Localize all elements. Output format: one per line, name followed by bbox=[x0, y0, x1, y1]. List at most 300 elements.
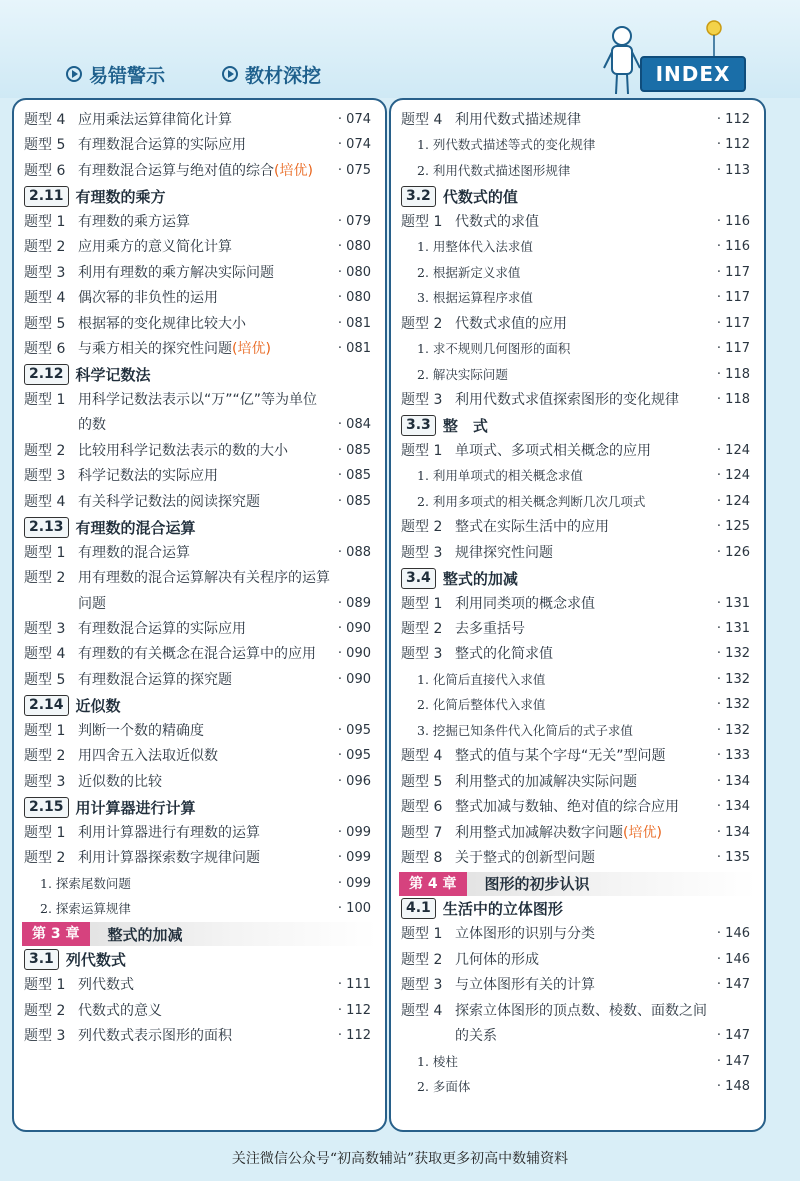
item-type-label: 题型 1 bbox=[24, 391, 66, 408]
item-type-label: 题型 3 bbox=[24, 621, 66, 637]
page-number: · 118 bbox=[716, 391, 750, 407]
item-title bbox=[78, 286, 218, 310]
toc-item[interactable] bbox=[14, 464, 385, 488]
item-title-text: 应用乘方的意义简化计算 bbox=[78, 239, 232, 256]
item-title-text: 有理数混合运算的实际应用 bbox=[78, 137, 246, 154]
section-title: 有理数的混合运算 bbox=[75, 518, 196, 537]
toc-item[interactable] bbox=[14, 719, 385, 743]
section-title: 列代数式 bbox=[65, 951, 126, 970]
page-number: · 124 bbox=[716, 442, 750, 458]
toc-item[interactable] bbox=[391, 795, 764, 819]
toc-subitem[interactable] bbox=[391, 235, 764, 259]
toc-item[interactable] bbox=[391, 515, 764, 539]
page-number: · 112 bbox=[716, 112, 750, 127]
item-title-text: 有理数混合运算与绝对值的综合 bbox=[78, 162, 274, 179]
toc-item[interactable] bbox=[391, 821, 764, 845]
item-title bbox=[78, 261, 274, 285]
item-title-text: 应用乘法运算律简化计算 bbox=[78, 112, 232, 128]
toc-item[interactable] bbox=[14, 133, 385, 157]
item-title-text: 1. 探索尾数问题 bbox=[40, 875, 131, 891]
page-number: · 080 bbox=[337, 264, 371, 280]
toc-item[interactable] bbox=[14, 541, 385, 565]
page-number: · 117 bbox=[716, 264, 750, 280]
item-title bbox=[417, 668, 545, 692]
advanced-tag: (培优) bbox=[274, 162, 313, 179]
toc-item[interactable] bbox=[14, 439, 385, 463]
item-title-text: 有理数的乘方运算 bbox=[78, 213, 190, 230]
page-number: · 099 bbox=[337, 875, 371, 891]
section-heading[interactable] bbox=[401, 897, 563, 921]
section-heading[interactable] bbox=[24, 515, 196, 539]
toc-item[interactable] bbox=[391, 210, 764, 234]
item-title bbox=[455, 948, 539, 972]
toc-subitem[interactable] bbox=[391, 668, 764, 692]
item-type-label: 题型 1 bbox=[24, 722, 66, 739]
item-title-text: 1. 求不规则几何图形的面积 bbox=[417, 341, 571, 357]
toc-item[interactable] bbox=[14, 1024, 385, 1048]
item-title-text: 与立体图形有关的计算 bbox=[455, 977, 595, 994]
item-type-label: 题型 2 bbox=[401, 315, 443, 332]
item-title-text: 代数式的意义 bbox=[78, 1002, 162, 1019]
toc-item[interactable] bbox=[391, 617, 764, 641]
item-title-text: 有理数的有关概念在混合运算中的应用 bbox=[78, 646, 316, 663]
page-number: · 131 bbox=[716, 595, 750, 611]
section-number: 2.15 bbox=[24, 797, 69, 818]
item-title-text: 1. 化简后直接代入求值 bbox=[417, 671, 546, 687]
item-type-label: 题型 3 bbox=[401, 977, 443, 994]
section-heading[interactable] bbox=[401, 413, 488, 437]
page-number: · 084 bbox=[337, 417, 371, 433]
page-number: · 081 bbox=[337, 341, 371, 357]
page-number: · 118 bbox=[716, 366, 750, 382]
toc-item[interactable] bbox=[391, 592, 764, 616]
item-title-text: 利用整式加减解决数字问题 bbox=[455, 824, 623, 841]
item-title bbox=[78, 312, 246, 336]
page-number: · 134 bbox=[716, 799, 750, 815]
toc-item[interactable] bbox=[391, 312, 764, 336]
toc-item[interactable] bbox=[14, 388, 385, 412]
page-number: · 099 bbox=[337, 850, 371, 866]
toc-item[interactable] bbox=[14, 999, 385, 1023]
item-type-label: 题型 5 bbox=[24, 315, 66, 332]
toc-left-column bbox=[12, 98, 387, 1132]
item-type-label: 题型 8 bbox=[401, 850, 443, 867]
item-title bbox=[455, 999, 707, 1023]
chapter-number: 第 4 章 bbox=[399, 872, 467, 896]
item-title bbox=[417, 337, 570, 361]
item-title-text: 问题 bbox=[78, 595, 106, 612]
item-type-label: 题型 2 bbox=[401, 951, 443, 968]
item-title bbox=[417, 490, 645, 514]
page-number: · 126 bbox=[716, 544, 750, 560]
item-type-label: 题型 3 bbox=[24, 264, 66, 281]
page-number: · 088 bbox=[337, 544, 371, 560]
chapter-heading[interactable] bbox=[22, 922, 377, 946]
tab-common-errors[interactable] bbox=[66, 60, 165, 88]
item-title bbox=[455, 744, 666, 768]
page-number: · 135 bbox=[716, 850, 750, 866]
item-type-label: 题型 1 bbox=[24, 544, 66, 561]
tab-common-errors-label: 易错警示 bbox=[89, 64, 166, 87]
section-number: 2.14 bbox=[24, 695, 69, 716]
item-type-label: 题型 6 bbox=[24, 162, 66, 179]
item-title bbox=[40, 897, 131, 921]
item-type-label: 题型 5 bbox=[24, 671, 66, 688]
page-number: · 075 bbox=[337, 162, 371, 178]
section-heading[interactable] bbox=[401, 566, 518, 590]
toc-subitem[interactable] bbox=[391, 286, 764, 310]
toc-item[interactable] bbox=[391, 973, 764, 997]
item-title bbox=[78, 133, 246, 157]
item-title bbox=[78, 744, 218, 768]
item-title-text: 比较用科学记数法表示的数的大小 bbox=[78, 442, 288, 459]
page-number: · 131 bbox=[716, 621, 750, 636]
item-title-text: 去多重括号 bbox=[455, 621, 525, 637]
toc-right-column bbox=[389, 98, 766, 1132]
section-title: 有理数的乘方 bbox=[75, 187, 166, 206]
item-type-label: 题型 1 bbox=[401, 595, 443, 612]
item-type-label: 题型 4 bbox=[401, 112, 443, 128]
section-heading[interactable] bbox=[24, 693, 121, 717]
toc-item[interactable] bbox=[391, 948, 764, 972]
item-title-text: 科学记数法的实际应用 bbox=[78, 468, 218, 485]
item-title-text: 2. 利用多项式的相关概念判断几次几项式 bbox=[417, 493, 646, 509]
toc-subitem[interactable] bbox=[14, 897, 385, 921]
item-title-text: 利用代数式求值探索图形的变化规律 bbox=[455, 391, 679, 408]
item-type-label: 题型 1 bbox=[401, 213, 443, 230]
person-figure-icon bbox=[600, 24, 644, 98]
item-title bbox=[78, 235, 232, 259]
item-title-text: 代数式的求值 bbox=[455, 213, 539, 230]
section-title: 代数式的值 bbox=[442, 187, 518, 206]
item-title bbox=[417, 286, 533, 310]
chapter-number: 第 3 章 bbox=[22, 922, 90, 946]
item-title-text: 有理数的混合运算 bbox=[78, 544, 190, 561]
toc-subitem[interactable] bbox=[391, 490, 764, 514]
toc-item[interactable] bbox=[391, 1024, 764, 1048]
page-number: · 125 bbox=[716, 519, 750, 535]
toc-item[interactable] bbox=[14, 744, 385, 768]
section-number: 2.13 bbox=[24, 517, 69, 538]
toc-subitem[interactable] bbox=[391, 719, 764, 743]
page-number: · 112 bbox=[716, 137, 750, 153]
item-type-label: 题型 3 bbox=[401, 391, 443, 408]
section-number: 3.2 bbox=[401, 186, 436, 207]
toc-item[interactable] bbox=[14, 413, 385, 437]
item-title-text: 整式的值与某个字母“无关”型问题 bbox=[455, 748, 666, 765]
page-number: · 146 bbox=[716, 926, 750, 942]
item-title-text: 2. 化简后整体代入求值 bbox=[417, 697, 546, 713]
item-title-text: 用有理数的混合运算解决有关程序的运算 bbox=[78, 570, 330, 587]
section-title: 科学记数法 bbox=[75, 366, 151, 384]
page-number: · 074 bbox=[337, 137, 371, 153]
toc-subitem[interactable] bbox=[391, 464, 764, 488]
page-number: · 090 bbox=[337, 646, 371, 662]
section-heading[interactable] bbox=[24, 184, 166, 208]
toc-item[interactable] bbox=[391, 388, 764, 412]
page-number: · 133 bbox=[716, 748, 750, 764]
toc-subitem[interactable] bbox=[391, 363, 764, 387]
item-title-text: 根据幂的变化规律比较大小 bbox=[78, 315, 246, 332]
item-type-label: 题型 1 bbox=[24, 977, 66, 994]
toc-subitem[interactable] bbox=[391, 693, 764, 717]
page-number: · 080 bbox=[337, 290, 371, 306]
item-title bbox=[78, 999, 162, 1023]
item-title-text: 有理数混合运算的实际应用 bbox=[78, 621, 246, 637]
page-number: · 112 bbox=[337, 1028, 371, 1044]
page-number: · 117 bbox=[716, 341, 750, 357]
toc-item[interactable] bbox=[391, 922, 764, 946]
page-number: · 132 bbox=[716, 671, 750, 687]
tab-textbook-dig[interactable] bbox=[222, 60, 321, 88]
play-circle-icon bbox=[66, 66, 82, 82]
item-title bbox=[455, 795, 679, 819]
item-title-text: 列代数式 bbox=[78, 977, 134, 994]
page-number: · 148 bbox=[716, 1079, 750, 1095]
item-title-text: 偶次幂的非负性的运用 bbox=[78, 290, 218, 307]
item-title bbox=[417, 693, 545, 717]
item-title-text: 2. 解决实际问题 bbox=[417, 366, 508, 382]
item-type-label: 题型 1 bbox=[401, 926, 443, 943]
toc-item[interactable] bbox=[14, 821, 385, 845]
page-number: · 134 bbox=[716, 773, 750, 789]
item-title bbox=[455, 617, 525, 641]
section-heading[interactable] bbox=[24, 948, 126, 972]
item-title-text: 探索立体图形的顶点数、棱数、面数之间 bbox=[455, 1002, 707, 1019]
toc-item[interactable] bbox=[14, 312, 385, 336]
toc-item[interactable] bbox=[14, 235, 385, 259]
item-title-text: 2. 根据新定义求值 bbox=[417, 264, 521, 280]
tab-textbook-dig-label: 教材深挖 bbox=[245, 64, 322, 87]
item-title bbox=[417, 159, 570, 183]
item-title-text: 整式的化简求值 bbox=[455, 646, 553, 663]
item-type-label: 题型 4 bbox=[24, 493, 66, 510]
item-type-label: 题型 2 bbox=[401, 621, 443, 637]
page-number: · 095 bbox=[337, 748, 371, 764]
item-title-text: 整式在实际生活中的应用 bbox=[455, 519, 609, 536]
toc-item[interactable] bbox=[14, 261, 385, 285]
toc-item[interactable] bbox=[14, 592, 385, 616]
item-title bbox=[78, 846, 260, 870]
toc-item[interactable] bbox=[391, 770, 764, 794]
page-number: · 085 bbox=[337, 442, 371, 458]
item-title bbox=[78, 1024, 232, 1048]
item-title bbox=[78, 210, 190, 234]
page-number: · 113 bbox=[716, 162, 750, 178]
item-title bbox=[78, 770, 162, 794]
item-title-text: 1. 利用单项式的相关概念求值 bbox=[417, 468, 583, 484]
section-number: 3.4 bbox=[401, 568, 436, 589]
page-number: · 090 bbox=[337, 671, 371, 687]
page-number: · 079 bbox=[337, 213, 371, 229]
item-title bbox=[40, 872, 131, 896]
page-number: · 117 bbox=[716, 315, 750, 331]
item-title bbox=[78, 337, 271, 361]
toc-item[interactable] bbox=[391, 439, 764, 463]
section-title: 整式的加减 bbox=[442, 569, 518, 588]
item-title-text: 关于整式的创新型问题 bbox=[455, 850, 595, 867]
section-title: 近似数 bbox=[75, 696, 121, 715]
item-title bbox=[78, 108, 232, 132]
item-title bbox=[78, 413, 106, 437]
toc-item[interactable] bbox=[14, 337, 385, 361]
toc-subitem[interactable] bbox=[391, 337, 764, 361]
item-title bbox=[455, 770, 637, 794]
page-number: · 146 bbox=[716, 951, 750, 967]
page-number: · 090 bbox=[337, 621, 371, 636]
item-title-text: 2. 探索运算规律 bbox=[40, 900, 131, 916]
item-type-label: 题型 2 bbox=[24, 442, 66, 459]
page-number: · 111 bbox=[337, 977, 371, 993]
toc-item[interactable] bbox=[391, 846, 764, 870]
item-title bbox=[455, 312, 567, 336]
item-title bbox=[78, 439, 288, 463]
item-title bbox=[78, 159, 313, 183]
toc-subitem[interactable] bbox=[14, 872, 385, 896]
item-title bbox=[78, 541, 190, 565]
page-number: · 096 bbox=[337, 773, 371, 789]
toc-item[interactable] bbox=[14, 210, 385, 234]
item-type-label: 题型 6 bbox=[24, 341, 66, 358]
item-type-label: 题型 2 bbox=[24, 570, 66, 587]
toc-subitem[interactable] bbox=[391, 133, 764, 157]
toc-item[interactable] bbox=[14, 286, 385, 310]
page-number: · 085 bbox=[337, 493, 371, 509]
item-title-text: 立体图形的识别与分类 bbox=[455, 926, 595, 943]
section-title: 整 式 bbox=[442, 416, 488, 435]
item-title-text: 2. 多面体 bbox=[417, 1079, 471, 1095]
section-title: 用计算器进行计算 bbox=[75, 798, 196, 817]
section-number: 2.12 bbox=[24, 364, 69, 385]
item-title bbox=[455, 846, 595, 870]
item-title-text: 规律探究性问题 bbox=[455, 544, 553, 561]
page-number: · 081 bbox=[337, 315, 371, 331]
page-number: · 147 bbox=[716, 1053, 750, 1069]
item-title-text: 1. 列代数式描述等式的变化规律 bbox=[417, 137, 596, 153]
item-title-text: 1. 用整体代入法求值 bbox=[417, 239, 533, 255]
toc-subitem[interactable] bbox=[391, 159, 764, 183]
toc-item[interactable] bbox=[14, 642, 385, 666]
chapter-heading[interactable] bbox=[399, 872, 756, 896]
item-title bbox=[417, 464, 583, 488]
item-title bbox=[78, 642, 316, 666]
section-heading[interactable] bbox=[401, 184, 518, 208]
item-type-label: 题型 3 bbox=[401, 544, 443, 561]
item-title bbox=[455, 1024, 497, 1048]
toc-item[interactable] bbox=[391, 541, 764, 565]
chapter-title: 图形的初步认识 bbox=[484, 875, 590, 893]
item-title bbox=[455, 973, 595, 997]
item-title-text: 判断一个数的精确度 bbox=[78, 722, 204, 739]
item-title bbox=[78, 464, 218, 488]
toc-item[interactable] bbox=[14, 770, 385, 794]
item-title-text: 利用代数式描述规律 bbox=[455, 112, 581, 128]
toc-subitem[interactable] bbox=[391, 1050, 764, 1074]
item-type-label: 题型 2 bbox=[24, 239, 66, 256]
page-number: · 147 bbox=[716, 1028, 750, 1044]
item-title-text: 利用计算器进行有理数的运算 bbox=[78, 824, 260, 841]
toc-item[interactable] bbox=[391, 744, 764, 768]
page-number: · 147 bbox=[716, 977, 750, 993]
item-type-label: 题型 3 bbox=[401, 646, 443, 663]
item-title-text: 有理数混合运算的探究题 bbox=[78, 671, 232, 688]
toc-item[interactable] bbox=[14, 973, 385, 997]
toc-subitem[interactable] bbox=[391, 1075, 764, 1099]
item-title-text: 几何体的形成 bbox=[455, 951, 539, 968]
item-type-label: 题型 2 bbox=[24, 748, 66, 765]
item-type-label: 题型 2 bbox=[24, 1002, 66, 1019]
toc-item[interactable] bbox=[14, 108, 385, 132]
item-title bbox=[78, 668, 232, 692]
item-type-label: 题型 5 bbox=[401, 773, 443, 790]
item-title-text: 单项式、多项式相关概念的应用 bbox=[455, 442, 651, 459]
item-type-label: 题型 6 bbox=[401, 799, 443, 816]
page-number: · 124 bbox=[716, 493, 750, 509]
item-title bbox=[455, 515, 609, 539]
item-type-label: 题型 3 bbox=[24, 773, 66, 790]
item-title-text: 整式加减与数轴、绝对值的综合应用 bbox=[455, 799, 679, 816]
page-number: · 132 bbox=[716, 722, 750, 738]
item-title bbox=[455, 439, 651, 463]
item-type-label: 题型 3 bbox=[24, 1028, 66, 1045]
toc-item[interactable] bbox=[14, 159, 385, 183]
toc-item[interactable] bbox=[14, 490, 385, 514]
item-title-text: 2. 利用代数式描述图形规律 bbox=[417, 162, 571, 178]
page-number: · 099 bbox=[337, 824, 371, 840]
item-type-label: 题型 4 bbox=[24, 290, 66, 307]
section-title: 生活中的立体图形 bbox=[442, 900, 563, 919]
item-title bbox=[417, 133, 595, 157]
item-title-text: 1. 棱柱 bbox=[417, 1053, 458, 1069]
section-heading[interactable] bbox=[24, 363, 151, 387]
toc-subitem[interactable] bbox=[391, 261, 764, 285]
item-title bbox=[455, 922, 595, 946]
item-type-label: 题型 1 bbox=[24, 824, 66, 841]
item-title bbox=[455, 642, 553, 666]
item-title bbox=[455, 821, 662, 845]
page-number: · 134 bbox=[716, 824, 750, 840]
page-number: · 085 bbox=[337, 468, 371, 484]
item-type-label: 题型 2 bbox=[24, 850, 66, 867]
item-title-text: 有关科学记数法的阅读探究题 bbox=[78, 493, 260, 510]
item-type-label: 题型 4 bbox=[24, 646, 66, 663]
toc-item[interactable] bbox=[14, 566, 385, 590]
section-heading[interactable] bbox=[24, 795, 196, 819]
section-number: 3.3 bbox=[401, 415, 436, 436]
item-type-label: 题型 2 bbox=[401, 519, 443, 536]
section-number: 4.1 bbox=[401, 898, 436, 919]
toc-item[interactable] bbox=[14, 846, 385, 870]
footer-note: 关注微信公众号“初高数辅站”获取更多初高中数辅资料 bbox=[231, 1151, 569, 1167]
toc-item[interactable] bbox=[391, 999, 764, 1023]
page-number: · 116 bbox=[716, 213, 750, 229]
item-title-text: 用科学记数法表示以“万”“亿”等为单位 bbox=[78, 391, 318, 408]
toc-item[interactable] bbox=[14, 617, 385, 641]
item-title-text: 利用有理数的乘方解决实际问题 bbox=[78, 264, 274, 281]
item-type-label: 题型 3 bbox=[24, 468, 66, 485]
page-number: · 116 bbox=[716, 239, 750, 255]
item-title-text: 的数 bbox=[78, 417, 106, 434]
toc-item[interactable] bbox=[391, 642, 764, 666]
toc-item[interactable] bbox=[14, 668, 385, 692]
toc-item[interactable] bbox=[391, 108, 764, 132]
advanced-tag: (培优) bbox=[232, 341, 271, 358]
item-title bbox=[417, 719, 633, 743]
item-type-label: 题型 4 bbox=[401, 1002, 443, 1019]
page-number: · 095 bbox=[337, 722, 371, 738]
page-number: · 132 bbox=[716, 697, 750, 713]
item-type-label: 题型 1 bbox=[24, 213, 66, 230]
